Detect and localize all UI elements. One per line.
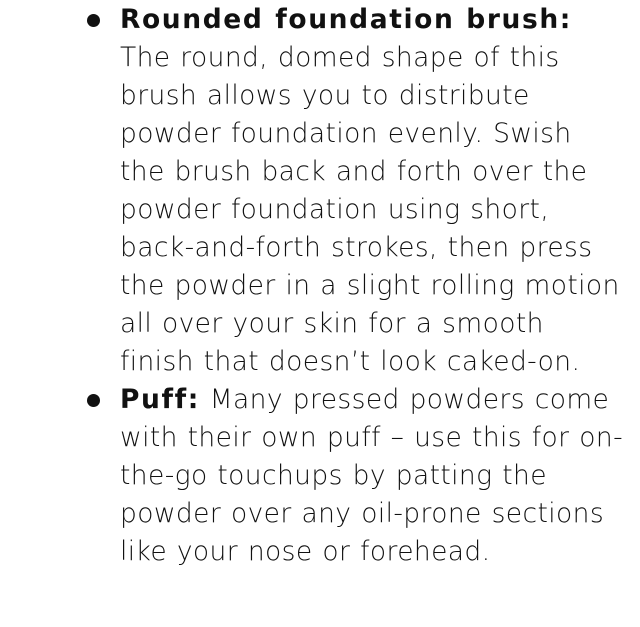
- list-item-rounded-foundation-brush: [0, 1, 640, 381]
- bullet-icon: [87, 14, 100, 27]
- bullet-icon: [87, 394, 100, 407]
- item-term: Puff:: [120, 384, 200, 415]
- item-term: Rounded foundation brush:: [120, 4, 572, 35]
- item-description: The round, domed shape of this brush allows you to distribute powder foundation evenly. Swish the brush back and forth over the powder foundation using short, back-and-forth strokes, then press the powder in a slight rolling motion all over your skin for a smooth finish that doesn’t look caked-on.: [120, 42, 620, 377]
- item-description: Many pressed powders come with their own puff – use this for on-the-go touchups by patting the powder over any oil-prone sections like your nose or forehead.: [120, 384, 624, 567]
- tool-list: [0, 1, 640, 571]
- list-item-puff: [0, 381, 640, 571]
